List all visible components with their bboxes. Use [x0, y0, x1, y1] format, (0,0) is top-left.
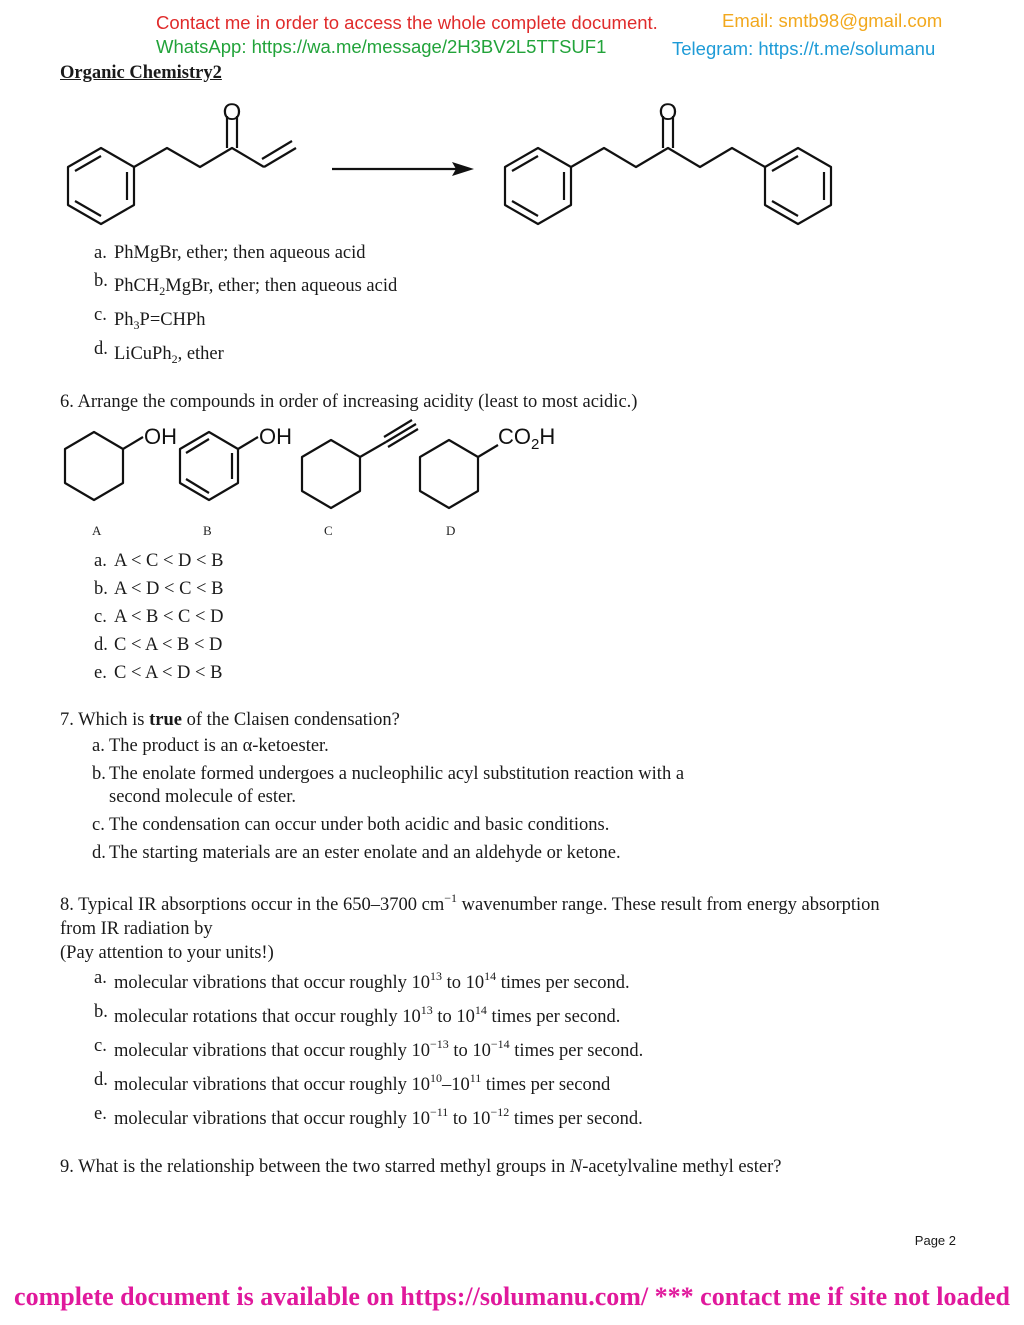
- exponent: 11: [469, 1071, 482, 1085]
- option-text: molecular vibrations that occur roughly 10: [114, 1075, 430, 1095]
- answer-option[interactable]: [94, 305, 206, 332]
- co2h-label: $CO_2H$: [498, 424, 556, 453]
- answer-option[interactable]: [94, 634, 222, 656]
- option-label: d.: [94, 635, 108, 655]
- answer-option[interactable]: [92, 814, 609, 836]
- option-text: to 10: [448, 1041, 491, 1061]
- subscript: 2: [159, 284, 166, 298]
- answer-option[interactable]: [94, 550, 223, 572]
- option-text-rest: MgBr, ether; then aqueous acid: [165, 276, 398, 296]
- option-label: a.: [94, 243, 107, 263]
- acidity-structures: [0, 418, 1024, 528]
- exponent: 13: [420, 1003, 433, 1017]
- caption-c: C: [324, 523, 333, 538]
- option-text-continued: second molecule of ester.: [109, 787, 296, 807]
- option-label: d.: [94, 339, 108, 359]
- option-text: molecular vibrations that occur roughly 10: [114, 973, 430, 993]
- option-label: e.: [94, 663, 107, 683]
- option-text: to 10: [448, 1109, 491, 1129]
- answer-option[interactable]: [92, 735, 329, 757]
- option-label: d.: [92, 843, 106, 863]
- answer-option[interactable]: [94, 1036, 644, 1063]
- benzene-ring-left: [68, 148, 134, 224]
- option-text: times per second: [481, 1075, 611, 1095]
- option-text-rest: P=CHPh: [139, 310, 206, 330]
- option-text: molecular vibrations that occur roughly 10: [114, 1109, 430, 1129]
- telegram-link[interactable]: Telegram: https://t.me/solumanu: [672, 38, 936, 59]
- answer-option[interactable]: [92, 842, 621, 864]
- oh-label-a: OH: [144, 424, 177, 449]
- option-text: Ph: [114, 310, 134, 330]
- option-text: times per second.: [486, 1007, 621, 1027]
- page-number: Page 2: [914, 1233, 956, 1248]
- option-label: a.: [94, 968, 107, 988]
- option-label: b.: [94, 271, 108, 291]
- option-text: PhCH: [114, 276, 160, 296]
- answer-option[interactable]: [94, 606, 223, 628]
- caption-d: D: [446, 523, 456, 538]
- option-text: The starting materials are an ester enolate and an aldehyde or ketone.: [109, 843, 621, 863]
- option-text: to 10: [432, 1007, 475, 1027]
- option-label: a.: [92, 736, 105, 756]
- benzene-ring-right-b: [765, 148, 831, 224]
- question-8-line-1: 8. Typical IR absorptions occur in the 650–3700 $cm^{-1}$ wavenumber range. These result from energy absorption: [60, 891, 880, 915]
- option-label: c.: [94, 1036, 107, 1056]
- option-text: to 10: [441, 973, 485, 993]
- question-8-line-2: from IR radiation by: [60, 919, 213, 939]
- option-text: times per second.: [496, 973, 630, 993]
- option-text: C < A < B < D: [114, 635, 223, 655]
- question-8-line-3: (Pay attention to your units!): [60, 943, 274, 963]
- contact-notice: Contact me in order to access the whole complete document.: [156, 12, 658, 33]
- answer-option[interactable]: [94, 271, 398, 298]
- exponent: 14: [484, 969, 497, 983]
- exponent: −14: [490, 1037, 510, 1051]
- option-label: a.: [94, 551, 107, 571]
- email-link[interactable]: Email: smtb98@gmail.com: [722, 10, 943, 31]
- option-text: A < C < D < B: [114, 551, 224, 571]
- caption-b: B: [203, 523, 212, 538]
- option-text: –10: [441, 1075, 470, 1095]
- option-label: c.: [92, 815, 105, 835]
- exponent: −12: [490, 1105, 510, 1119]
- exponent: 10: [429, 1071, 442, 1085]
- answer-option[interactable]: [94, 578, 223, 600]
- caption-a: A: [92, 523, 102, 538]
- subscript: 2: [171, 352, 178, 366]
- answer-option[interactable]: [94, 1104, 643, 1131]
- answer-option[interactable]: [94, 339, 224, 366]
- option-label: b.: [94, 1002, 108, 1022]
- question-9-text: 9. What is the relationship between the two starred methyl groups in N-acetylvaline methyl ester?: [60, 1157, 782, 1177]
- option-label: e.: [94, 1104, 107, 1124]
- option-text: molecular rotations that occur roughly 10: [114, 1007, 421, 1027]
- exponent: −11: [429, 1105, 449, 1119]
- benzene-ring-right-a: [505, 148, 571, 224]
- option-label: b.: [92, 764, 106, 784]
- subscript: 3: [133, 318, 140, 332]
- svg-text:O: O: [222, 99, 242, 126]
- answer-option[interactable]: [94, 968, 630, 995]
- option-text: A < B < C < D: [114, 607, 224, 627]
- option-text: times per second.: [509, 1041, 644, 1061]
- option-label: c.: [94, 305, 107, 325]
- exponent: 14: [474, 1003, 487, 1017]
- option-text: A < D < C < B: [114, 579, 224, 599]
- option-text: C < A < D < B: [114, 663, 223, 683]
- option-text: times per second.: [509, 1109, 643, 1129]
- answer-option[interactable]: [92, 763, 684, 785]
- option-text-rest: , ether: [177, 344, 224, 364]
- answer-option[interactable]: [94, 662, 222, 684]
- option-text: PhMgBr, ether; then aqueous acid: [114, 243, 366, 263]
- question-7-text: 7. Which is true of the Claisen condensation?: [60, 710, 400, 730]
- option-text: LiCuPh: [114, 344, 172, 364]
- option-text: molecular vibrations that occur roughly 10: [114, 1041, 430, 1061]
- document-title: Organic Chemistry2: [60, 63, 222, 83]
- svg-text:O: O: [658, 99, 678, 126]
- question-6-text: 6. Arrange the compounds in order of increasing acidity (least to most acidic.): [60, 392, 638, 412]
- option-text: The condensation can occur under both acidic and basic conditions.: [109, 815, 610, 835]
- option-label: d.: [94, 1070, 108, 1090]
- option-label: b.: [94, 579, 108, 599]
- option-label: c.: [94, 607, 107, 627]
- whatsapp-link[interactable]: WhatsApp: https://wa.me/message/2H3BV2L5TTSUF1: [156, 36, 607, 57]
- answer-option[interactable]: [94, 1070, 611, 1097]
- answer-option[interactable]: [94, 1002, 621, 1029]
- option-text: The enolate formed undergoes a nucleophilic acyl substitution reaction with a: [109, 764, 685, 784]
- option-text: The product is an α-ketoester.: [109, 736, 329, 756]
- footer-banner[interactable]: complete document is available on https://solumanu.com/ *** contact me if site not loaded: [14, 1282, 1010, 1311]
- exponent: 13: [429, 969, 442, 983]
- exponent: −13: [429, 1037, 449, 1051]
- oh-label-b: OH: [259, 424, 292, 449]
- answer-option[interactable]: [94, 242, 366, 264]
